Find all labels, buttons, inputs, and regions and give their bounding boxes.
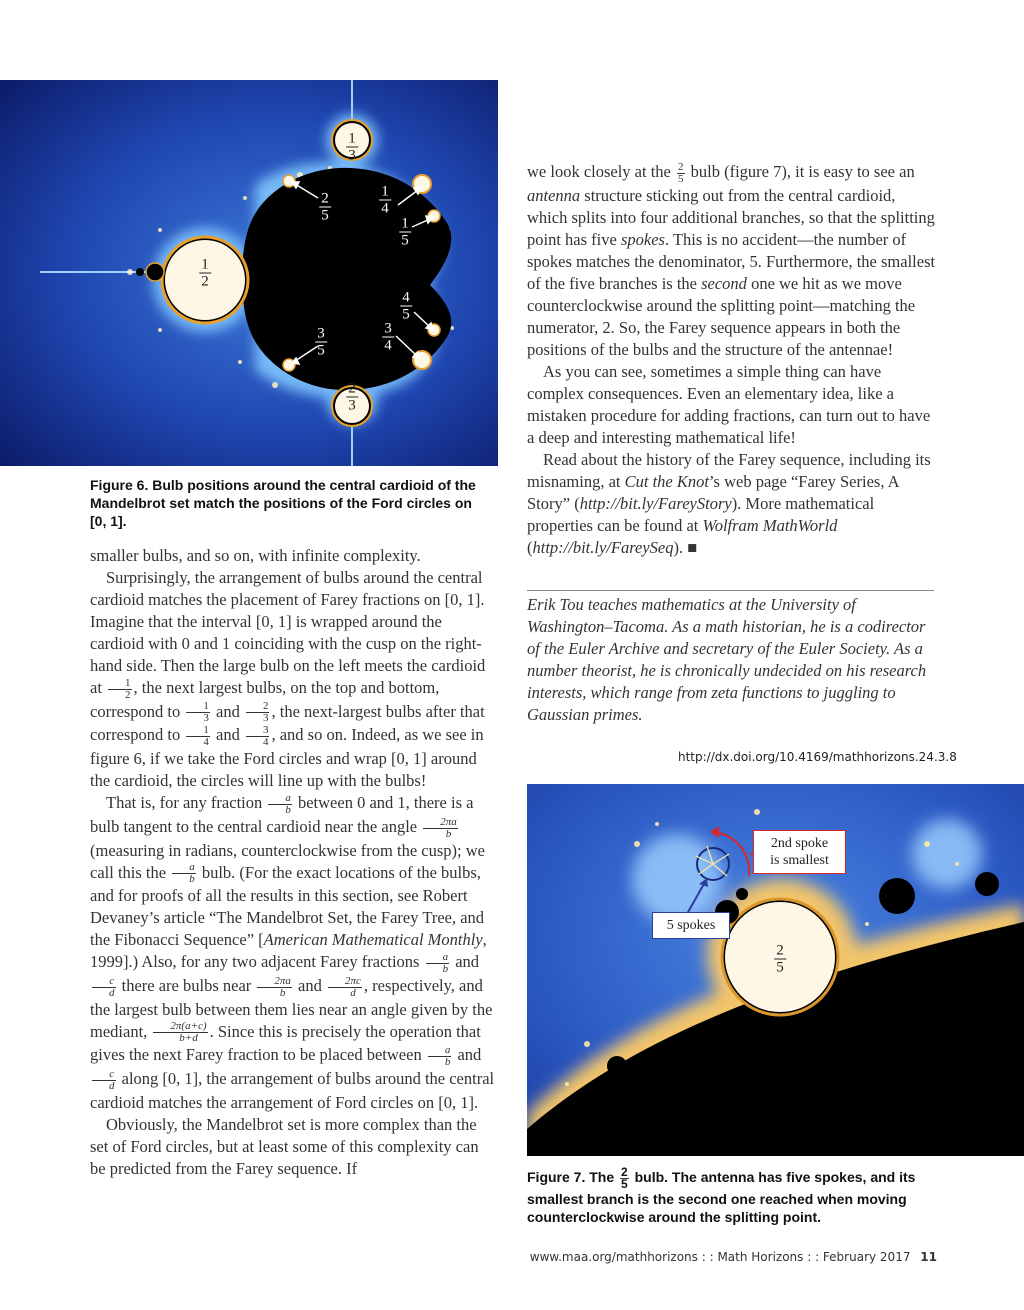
end-mark: ■ xyxy=(687,537,698,557)
footer-text: www.maa.org/mathhorizons : : Math Horizons : : February 2017 xyxy=(529,1250,911,1264)
label-three-fourths: 3 4 xyxy=(384,320,392,354)
bio-rule xyxy=(527,590,934,591)
left-para-4: Obviously, the Mandelbrot set is more complex than the set of Ford circles, but at least some of this complexity can be predicted from the Farey sequence. If xyxy=(90,1114,479,1178)
right-para-3: Read about the history of the Farey sequence, including its misnaming, at Cut the Knot’s web page “Farey Series, A Story” (http://bit.ly/FareyStory). More mathematical properties can be found at Wolfram MathWorld (http://bit.ly/FareySeq). ■ xyxy=(527,449,931,557)
farey-story-link[interactable]: http://bit.ly/FareyStory xyxy=(579,493,732,513)
label-two-fifths-bulb: 2 5 xyxy=(776,942,784,976)
figure-6-caption: Figure 6. Bulb positions around the central cardioid of the Mandelbrot set match the positions of the Ford circles on [0, 1]. xyxy=(90,477,476,529)
figure-6 xyxy=(0,80,498,466)
label-one-fourth: 1 4 xyxy=(381,183,389,217)
label-one-fifth: 1 5 xyxy=(401,215,409,249)
left-para-1: smaller bulbs, and so on, with infinite complexity. xyxy=(90,546,421,565)
label-two-fifths: 2 5 xyxy=(321,190,329,224)
label-three-fifths: 3 5 xyxy=(317,325,325,359)
right-column xyxy=(527,161,937,559)
left-column xyxy=(90,545,498,1180)
callout-five-spokes: 5 spokes xyxy=(652,912,730,939)
right-para-2: As you can see, sometimes a simple thing can have complex consequences. Even an elementary idea, like a mistaken procedure for adding fractions, can turn out to have a deep and interesting mathematical life! xyxy=(527,361,931,447)
page-footer xyxy=(512,1250,937,1264)
author-bio: Erik Tou teaches mathematics at the University of Washington–Tacoma. As a math historian, he is a codirector of the Euler Archive and secretary of the Euler Society. As a number theorist, he is chronically undecided on his research interests, which range from zeta functions to juggling to Gaussian primes. xyxy=(527,595,927,724)
farey-seq-link[interactable]: http://bit.ly/FareySeq xyxy=(532,537,674,557)
figure-7 xyxy=(527,784,1024,1156)
figure-7-caption: Figure 7. The $\frac{2}{5}$ bulb. The antenna has five spokes, and its smallest branch is the second one reached when moving counterclockwise around the splitting point. xyxy=(527,1165,916,1225)
callout-second-spoke: 2nd spoke is smallest xyxy=(753,830,846,874)
doi-link[interactable]: http://dx.doi.org/10.4169/mathhorizons.24.3.8 xyxy=(678,750,957,764)
label-four-fifths: 4 5 xyxy=(402,289,410,323)
label-one-third: 1 3 xyxy=(348,130,356,164)
label-two-thirds: 2 3 xyxy=(348,380,356,414)
left-para-3: That is, for any fraction $\frac{a}{b}$ between 0 and 1, there is a bulb tangent to the central cardioid near the angle $\frac{2\pi a}{b}$ (measuring in radians, counterclockwise from the cusp); we call this the $\frac{a}{b}$ bulb. (For the exact locations of the bulbs, and for proofs of all the results in this section, see Robert Devaney’s article “The Mandelbrot Set, the Farey Tree, and the Fibonacci Sequence” [American Mathematical Monthly, 1999].) Also, for any two adjacent Farey fractions $\frac{a}{b}$ and $\frac{c}{d}$ there are bulbs near $\frac{2\pi a}{b}$ and $\frac{2\pi c}{d}$ , respectively, and the largest bulb between them lies near an angle given by the mediant, $\frac{2\pi(a+c)}{b+d}$ . Since this is precisely the operation that gives the next Farey fraction to be placed between $\frac{a}{b}$ and $\frac{c}{d}$ along [0, 1], the arrangement of bulbs around the central cardioid matches the arrangement of Ford circles on [0, 1]. xyxy=(90,791,495,1112)
label-one-half: 1 2 xyxy=(201,256,209,290)
left-para-2: Surprisingly, the arrangement of bulbs around the central cardioid matches the placement of Farey fractions on [0, 1]. Imagine that the interval [0, 1] is wrapped around the cardioid with 0 and 1 coinciding with the cusp on the right-hand side. Then the large bulb on the left meets the cardioid at $\frac{1}{2}$ , the next largest bulbs, on the top and bottom, correspond to $\frac{1}{3}$ and $\frac{2}{3}$ , the next-largest bulbs after that correspond to $\frac{1}{4}$ and $\frac{3}{4}$ , and so on. Indeed, as we see in figure 6, if we take the Ford circles and wrap [0, 1] around the cardioid, the circles will line up with the bulbs! xyxy=(90,568,486,791)
mandelbrot-image xyxy=(0,80,498,466)
page-number: 11 xyxy=(920,1250,937,1264)
right-para-1: we look closely at the $\frac{2}{5}$ bulb (figure 7), it is easy to see an antenna structure sticking out from the central cardioid, which splits into four additional branches, so that the splitting point has five spokes. This is no accident—the number of spokes matches the denominator, 5. Furthermore, the smallest of the five branches is the second one we hit as we move counterclockwise around the splitting point—matching the numerator, 2. So, the Farey sequence appears in both the positions of the bulbs and the structure of the antennae! xyxy=(527,160,936,359)
